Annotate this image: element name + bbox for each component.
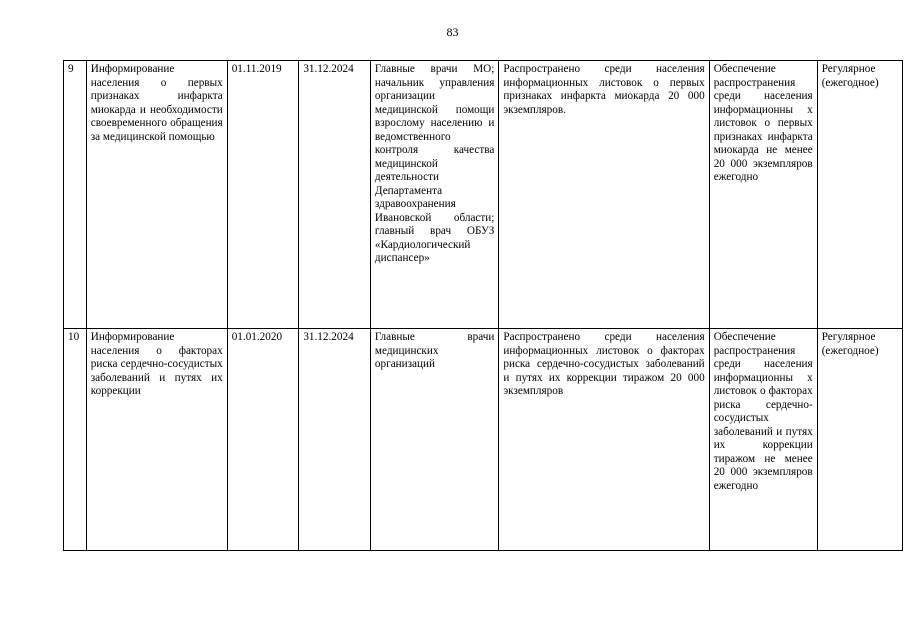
table-row: [64, 61, 903, 329]
end-date: 31.12.2024: [299, 61, 371, 329]
responsible-executors: Главные врачи медицинских организаций: [370, 329, 498, 551]
start-date: 01.01.2020: [227, 329, 299, 551]
target-indicator: Обеспечение распространения среди населения информационны х листовок о первых признаках инфаркта миокарда не менее 20 000 экземпляров ежегодно: [709, 61, 817, 329]
frequency: Регулярное (ежегодное): [817, 329, 902, 551]
row-number: 9: [64, 61, 87, 329]
frequency: Регулярное (ежегодное): [817, 61, 902, 329]
end-date: 31.12.2024: [299, 329, 371, 551]
measures-table: [63, 60, 903, 551]
responsible-executors: Главные врачи МО; начальник управления организации медицинской помощи взрослому населению и ведомственного контроля качества медицинской деятельности Департамента здравоохранения Ивановской области; главный врач ОБУЗ «Кардиологический диспансер»: [370, 61, 498, 329]
start-date: 01.11.2019: [227, 61, 299, 329]
expected-result: Распространено среди населения информационных листовок о первых признаках инфаркта миокарда 20 000 экземпляров.: [499, 61, 709, 329]
target-indicator: Обеспечение распространения среди населения информационны х листовок о факторах риска сердечно-сосудистых заболеваний и путях их коррекции тиражом не менее 20 000 экземпляров ежегодно: [709, 329, 817, 551]
page-number: 83: [446, 25, 459, 39]
expected-result: Распространено среди населения информационных листовок о факторах риска сердечно-сосудистых заболеваний и путях их коррекции тиражом 20 000 экземпляров: [499, 329, 709, 551]
row-number: 10: [64, 329, 87, 551]
measure-name: Информирование населения о факторах риска сердечно-сосудистых заболеваний и путях их коррекции: [86, 329, 227, 551]
measure-name: Информирование населения о первых признаках инфаркта миокарда и необходимости своевременного обращения за медицинской помощью: [86, 61, 227, 329]
table-row: [64, 329, 903, 551]
